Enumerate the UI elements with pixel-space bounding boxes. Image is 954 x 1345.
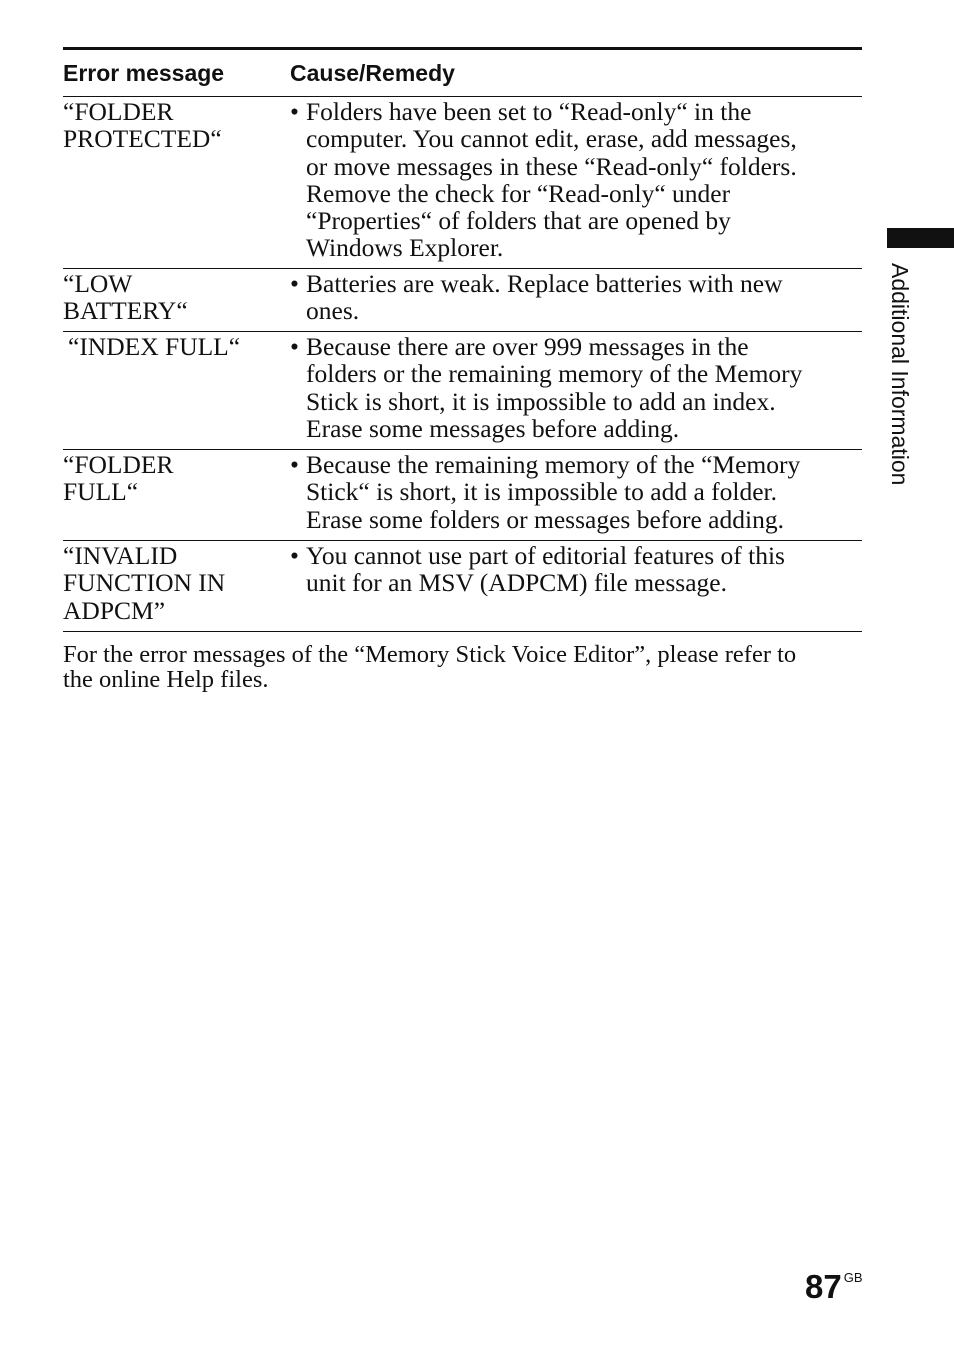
page-number-suffix: GB [843,1270,863,1285]
header-error-message: Error message [63,59,225,86]
remedy-cell [290,451,862,540]
remedy-cell [290,542,862,631]
remedy-cell [290,98,862,268]
table-row [63,541,862,632]
header-cause-remedy: Cause/Remedy [290,59,455,86]
section-side-label: Additional Information [887,263,913,486]
bullet: • [290,332,299,361]
error-message-table [63,47,862,632]
table-row [63,97,862,269]
table-row [63,450,862,541]
remedy-text: Because the remaining memory of the “Memory Stick“ is short, it is impossible to add a folder. Erase some folders or messages before adding. [306,450,801,534]
footnote: For the error messages of the “Memory Stick Voice Editor”, please refer to the online Help files. [63,641,797,693]
error-message-cell: “FOLDER FULL“ [63,450,174,507]
error-message-cell: “INDEX FULL“ [68,332,241,361]
bullet: • [290,97,299,126]
table-header [63,50,862,97]
section-tab-marker [887,228,954,248]
page-number [805,1258,863,1307]
remedy-text: You cannot use part of editorial features of this unit for an MSV (ADPCM) file message. [306,541,785,598]
bullet: • [290,450,299,479]
error-message-cell: “LOW BATTERY“ [63,269,188,326]
bullet: • [290,269,299,298]
remedy-cell [290,270,862,331]
table-row [63,332,862,450]
bullet: • [290,541,299,570]
remedy-text: Folders have been set to “Read-only“ in the computer. You cannot edit, erase, add messages, or move messages in these “Read-only“ folders. Remove the check for “Read-only“ under “Properties“ of folders that are opened by Windows Explorer. [306,97,797,263]
remedy-text: Batteries are weak. Replace batteries with new ones. [306,269,783,326]
table-row [63,269,862,332]
remedy-cell [290,333,862,449]
page-number-value: 87 [805,1268,842,1305]
error-message-cell: “FOLDER PROTECTED“ [63,97,222,154]
error-message-cell: “INVALID FUNCTION IN ADPCM” [63,541,226,625]
remedy-text: Because there are over 999 messages in the folders or the remaining memory of the Memory Stick is short, it is impossible to add an index. Erase some messages before adding. [306,332,803,443]
